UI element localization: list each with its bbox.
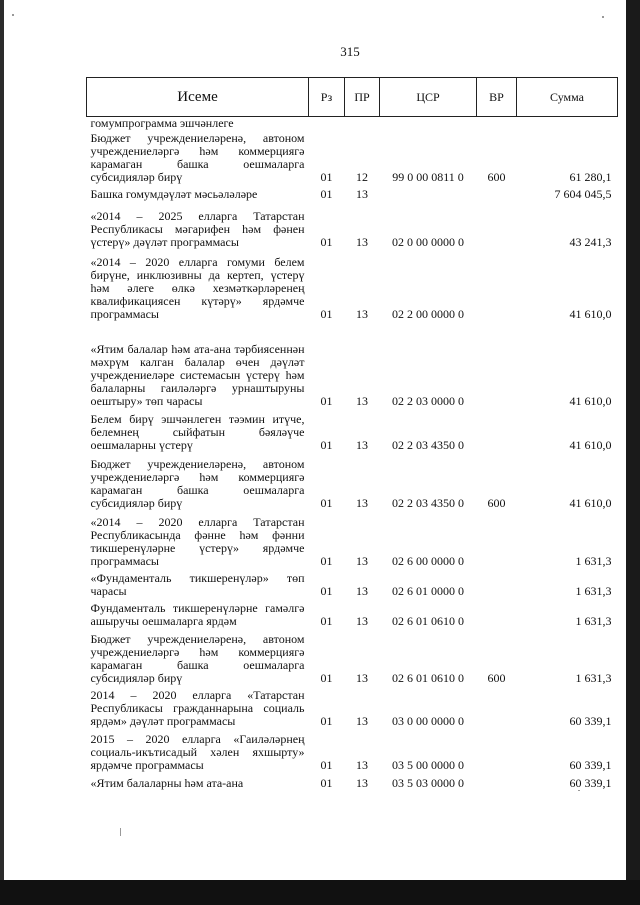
scan-edge-bottom bbox=[0, 880, 640, 905]
row-vr: 600 bbox=[487, 495, 506, 510]
header-vr: ВР bbox=[477, 78, 517, 117]
table-row bbox=[87, 412, 618, 456]
scan-speck bbox=[12, 14, 14, 16]
row-pr: 13 bbox=[356, 306, 368, 321]
row-sum: 41 610,0 bbox=[569, 437, 612, 452]
row-pr: 13 bbox=[356, 553, 368, 568]
row-vr bbox=[477, 689, 517, 732]
row-rz: 01 bbox=[320, 757, 333, 772]
scan-speck bbox=[120, 828, 121, 836]
row-pr: 13 bbox=[356, 613, 368, 628]
row-sum: 1 631,3 bbox=[575, 670, 612, 685]
row-vr bbox=[477, 514, 517, 572]
row-csr: 02 0 00 0000 0 bbox=[392, 234, 464, 249]
row-rz: 01 bbox=[320, 775, 333, 790]
row-pr: 13 bbox=[356, 670, 368, 685]
row-sum: 60 339,1 bbox=[569, 775, 612, 790]
header-pr: ПР bbox=[345, 78, 380, 117]
table-row bbox=[87, 325, 618, 412]
row-csr: 02 2 03 0000 0 bbox=[392, 393, 464, 408]
row-csr: 03 0 00 0000 0 bbox=[392, 713, 464, 728]
table-row bbox=[87, 776, 618, 794]
row-sum: 43 241,3 bbox=[569, 234, 612, 249]
row-pr: 13 bbox=[356, 495, 368, 510]
table-row bbox=[87, 732, 618, 776]
row-rz: 01 bbox=[320, 495, 333, 510]
row-vr bbox=[477, 253, 517, 325]
row-pr: 13 bbox=[356, 757, 368, 772]
table-row bbox=[87, 117, 618, 131]
row-vr: 600 bbox=[487, 670, 506, 685]
row-pr: 13 bbox=[356, 437, 368, 452]
row-csr bbox=[380, 188, 477, 205]
table-row bbox=[87, 188, 618, 205]
table-row bbox=[87, 253, 618, 325]
row-name: Фундаменталь тикшеренүләрне гамәлгә ашыручы оешмаларга ярдәм bbox=[90, 600, 305, 628]
row-sum: 61 280,1 bbox=[569, 169, 612, 184]
row-vr bbox=[477, 205, 517, 253]
scan-edge-right bbox=[626, 0, 640, 905]
row-vr bbox=[477, 602, 517, 632]
row-vr bbox=[477, 412, 517, 456]
row-vr: 600 bbox=[487, 169, 506, 184]
row-name: 2014 – 2020 елларга «Татарстан Республикасы гражданнарына социаль ярдәм» дәүләт программасы bbox=[90, 687, 305, 728]
row-csr: 03 5 03 0000 0 bbox=[392, 775, 464, 790]
row-sum: 41 610,0 bbox=[569, 495, 612, 510]
row-rz: 01 bbox=[320, 553, 333, 568]
row-rz: 01 bbox=[320, 713, 333, 728]
row-rz: 01 bbox=[320, 169, 333, 184]
header-rz: Рз bbox=[309, 78, 345, 117]
row-rz: 01 bbox=[320, 306, 333, 321]
row-vr bbox=[477, 188, 517, 205]
row-sum: 1 631,3 bbox=[575, 553, 612, 568]
row-name: «2014 – 2025 елларга Татарстан Республикасы мәгарифен һәм фәнен үстерү» дәүләт программасы bbox=[90, 208, 305, 249]
table-row bbox=[87, 632, 618, 689]
row-name: «2014 – 2020 елларга Татарстан Республикасында фәнне һәм фәнни тикшеренүләрне үстерү» ярдәмче программасы bbox=[90, 514, 305, 568]
row-csr: 03 5 00 0000 0 bbox=[392, 757, 464, 772]
row-name: «2014 – 2020 елларга гомуми белем бирүне, инклюзивны да кертеп, үстерү һәм әлеге өлкә хезмәткәрләренең квалификациясен күтәрү» ярдәмче программасы bbox=[90, 254, 305, 321]
scan-edge-left bbox=[0, 0, 4, 905]
row-rz: 01 bbox=[320, 613, 333, 628]
page-number: 315 bbox=[340, 44, 360, 59]
row-rz: 01 bbox=[320, 670, 333, 685]
row-sum bbox=[517, 117, 618, 131]
row-rz: 01 bbox=[320, 583, 333, 598]
row-vr bbox=[477, 117, 517, 131]
header-csr: ЦСР bbox=[380, 78, 477, 117]
row-sum: 60 339,1 bbox=[569, 713, 612, 728]
row-pr: 12 bbox=[356, 169, 368, 184]
row-rz: 01 bbox=[320, 437, 333, 452]
row-rz bbox=[309, 117, 345, 131]
table-row bbox=[87, 205, 618, 253]
row-csr: 02 2 03 4350 0 bbox=[392, 437, 464, 452]
budget-table bbox=[86, 77, 618, 794]
row-name: Бюджет учреждениеләренә, автоном учреждениеләргә һәм коммерциягә карамаган башка оешмаларга субсидияләр бирү bbox=[90, 130, 305, 184]
row-pr: 13 bbox=[356, 393, 368, 408]
row-vr bbox=[477, 732, 517, 776]
row-rz: 01 bbox=[320, 393, 333, 408]
header-name: Исеме bbox=[87, 78, 309, 117]
table-row bbox=[87, 456, 618, 514]
table-row bbox=[87, 572, 618, 602]
table-row bbox=[87, 514, 618, 572]
row-csr bbox=[380, 117, 477, 131]
row-csr: 02 6 01 0610 0 bbox=[392, 613, 464, 628]
row-rz: 01 bbox=[320, 234, 333, 249]
row-pr: 13 bbox=[356, 186, 368, 201]
table-row bbox=[87, 689, 618, 732]
row-pr: 13 bbox=[356, 234, 368, 249]
row-name: «Фундаменталь тикшеренүләр» төп чарасы bbox=[90, 570, 305, 598]
row-csr: 02 2 00 0000 0 bbox=[392, 306, 464, 321]
row-csr: 02 6 01 0610 0 bbox=[392, 670, 464, 685]
row-sum: 60 339,1 bbox=[569, 757, 612, 772]
row-rz: 01 bbox=[320, 186, 333, 201]
row-csr: 02 6 00 0000 0 bbox=[392, 553, 464, 568]
row-sum: 41 610,0 bbox=[569, 393, 612, 408]
scan-speck bbox=[602, 16, 604, 18]
row-sum: 1 631,3 bbox=[575, 583, 612, 598]
row-name: 2015 – 2020 елларга «Гаиләләрнең социаль-икътисадый хәлен яхшырту» ярдәмче программасы bbox=[90, 731, 305, 772]
table-row bbox=[87, 602, 618, 632]
row-name: Белем бирү эшчәнлеген тәэмин итүче, белемнең сыйфатын бәяләүче оешмаларны үстерү bbox=[90, 411, 305, 452]
row-name: «Ятим балаларны һәм ата-ана bbox=[90, 775, 244, 790]
row-sum: 7 604 045,5 bbox=[554, 186, 612, 201]
row-name: Башка гомумдәүләт мәсьәләләре bbox=[90, 186, 258, 201]
row-sum: 1 631,3 bbox=[575, 613, 612, 628]
row-csr: 99 0 00 0811 0 bbox=[392, 169, 464, 184]
row-name: «Ятим балалар һәм ата-ана тәрбиясеннән мәхрүм калган балалар өчен дәүләт учреждениеләре системасын үстерү һәм балаларны гаиләләргә урнаштыруны оештыру» төп чарасы bbox=[90, 341, 305, 408]
row-name: Бюджет учреждениеләренә, автоном учреждениеләргә һәм коммерциягә карамаган башка оешмаларга субсидияләр бирү bbox=[90, 631, 305, 685]
header-sum: Сумма bbox=[517, 78, 618, 117]
row-pr bbox=[345, 117, 380, 131]
row-vr bbox=[477, 325, 517, 412]
row-csr: 02 6 01 0000 0 bbox=[392, 583, 464, 598]
table-header-row bbox=[87, 78, 618, 117]
row-name: Бюджет учреждениеләренә, автоном учреждениеләргә һәм коммерциягә карамаган башка оешмаларга субсидияләр бирү bbox=[90, 456, 305, 510]
row-sum: 41 610,0 bbox=[569, 306, 612, 321]
row-csr: 02 2 03 4350 0 bbox=[392, 495, 464, 510]
table-row bbox=[87, 131, 618, 188]
row-vr bbox=[477, 572, 517, 602]
row-pr: 13 bbox=[356, 713, 368, 728]
row-vr bbox=[477, 776, 517, 794]
row-name: гомумпрограмма эшчәнлеге bbox=[90, 116, 234, 130]
row-pr: 13 bbox=[356, 583, 368, 598]
row-pr: 13 bbox=[356, 775, 368, 790]
